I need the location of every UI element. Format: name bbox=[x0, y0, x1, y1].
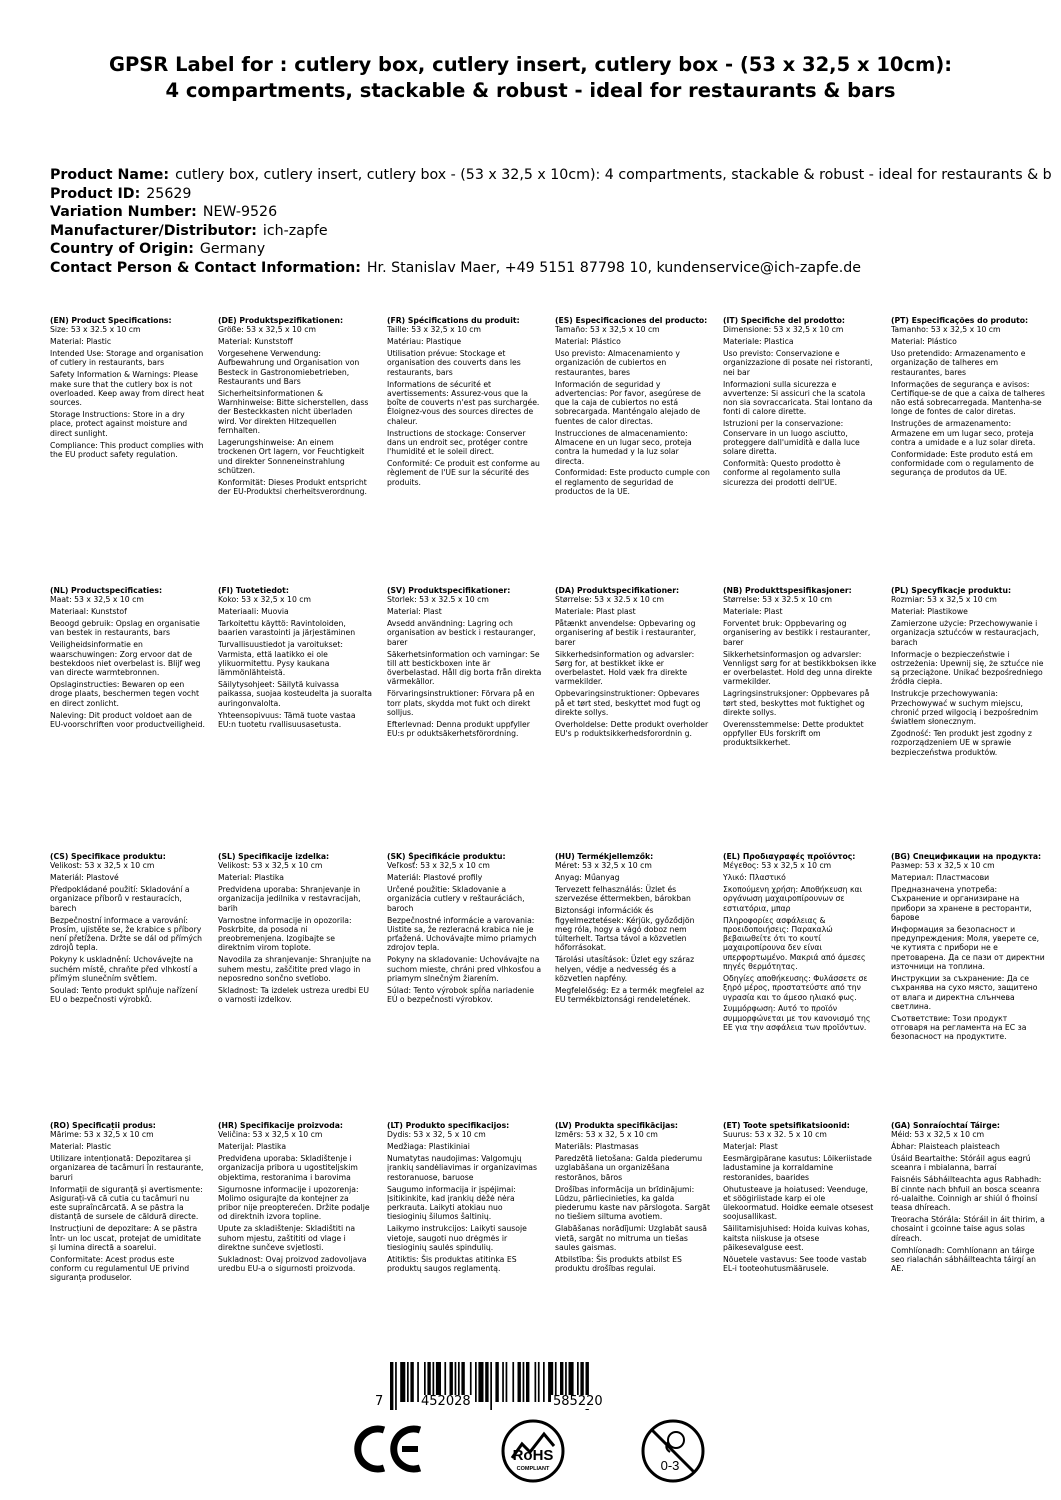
spec-paragraph: Atbilstība: Šis produkts atbilst ES produktu drošības regulai. bbox=[555, 1254, 682, 1274]
spec-paragraph: Maat: 53 x 32,5 x 10 cm bbox=[50, 595, 144, 605]
spec-heading: (ET) Toote spetsifikatsioonid: bbox=[723, 1121, 850, 1130]
spec-block-bg bbox=[891, 852, 1046, 1114]
spec-paragraph: Materiāls: Plastmasas bbox=[555, 1142, 639, 1152]
spec-paragraph: Utilizare intenționată: Depozitarea și organizarea de tacâmuri în restaurante, baruri bbox=[50, 1154, 204, 1182]
spec-paragraph: Tarkoitettu käyttö: Ravintoloiden, baarien varastointi ja järjestäminen bbox=[218, 619, 356, 638]
spec-heading: (FR) Spécifications du produit: bbox=[387, 316, 520, 325]
spec-paragraph: Informații de siguranță și avertismente: Asigurați-vă că cutia cu tacâmuri nu este supraîncărcată. A se păstra la distanță de sursele de căldură directe. bbox=[50, 1184, 203, 1222]
barcode-bar bbox=[526, 1362, 529, 1402]
spec-paragraph: Velikost: 53 x 32,5 x 10 cm bbox=[218, 861, 323, 871]
spec-block-ro bbox=[50, 1121, 205, 1346]
spec-heading: (DE) Produktspezifikationen: bbox=[218, 316, 344, 325]
barcode-bar bbox=[478, 1362, 483, 1402]
spec-paragraph: Materijal: Plastika bbox=[218, 1142, 287, 1152]
spec-block-cs bbox=[50, 852, 205, 1114]
spec-paragraph: Предназначена употреба: Съхранение и организиране на прибори за хранене в ресторанти, барове bbox=[891, 885, 1032, 922]
spec-paragraph: Informacje o bezpieczeństwie i ostrzeżenia: Upewnij się, że sztućce nie są przeciążone. Unikać bezpośredniego źródła ciepła. bbox=[891, 649, 1044, 687]
spec-paragraph: Glabāšanas norādījumi: Uzglabāt sausā vietā, sargāt no mitruma un tiešas saules gaismas. bbox=[555, 1224, 708, 1252]
spec-paragraph: Informations de sécurité et avertissements: Assurez-vous que la boîte de couverts n'est pas surchargée. Éloignez-vous des sources directes de chaleur. bbox=[387, 379, 540, 426]
spec-paragraph: Sikkerhetsinformasjon og advarsler: Vennligst sørg for at bestikkboksen ikke er overbelastet. Hold deg unna direkte varmekilder. bbox=[723, 649, 877, 687]
spec-block-sk bbox=[387, 852, 542, 1114]
spec-paragraph: Forventet bruk: Oppbevaring og organisering av bestikk i restauranter, barer bbox=[723, 619, 871, 647]
spec-block-sv bbox=[387, 586, 542, 848]
spec-paragraph: Safety Information & Warnings: Please make sure that the cutlery box is not overloaded. Keep away from direct heat sources. bbox=[50, 370, 205, 408]
spec-paragraph: Comhlíonadh: Comhlíonann an táirge seo rialachán sábháilteachta táirgí an AE. bbox=[891, 1245, 1036, 1274]
spec-heading: (LT) Produkto specifikacijos: bbox=[387, 1121, 510, 1130]
spec-paragraph: Materiał: Plastikowe bbox=[891, 607, 968, 617]
spec-paragraph: Utilisation prévue: Stockage et organisation des couverts dans les restaurants, bars bbox=[387, 349, 521, 377]
spec-heading: (HR) Specifikacije proizvoda: bbox=[218, 1121, 343, 1130]
manufacturer-row bbox=[50, 222, 1061, 241]
country-of-origin-label: Country of Origin: bbox=[50, 241, 194, 258]
contact-row bbox=[50, 259, 1061, 278]
spec-block-de bbox=[218, 316, 373, 578]
spec-paragraph: Saugumo informacija ir įspėjimai: Įsitikinkite, kad įrankių dėžė nėra perkrauta. Laikyti atokiau nuo tiesioginių šilumos šaltinių. bbox=[387, 1184, 516, 1222]
spec-paragraph: Material: Plástico bbox=[891, 337, 957, 347]
spec-paragraph: Sukladnost: Ovaj proizvod zadovoljava uredbu EU-a o sigurnosti proizvoda. bbox=[218, 1254, 367, 1274]
spec-paragraph: Materiale: Plast plast bbox=[555, 607, 636, 617]
spec-paragraph: Materjal: Plast bbox=[723, 1142, 778, 1152]
spec-block-en bbox=[50, 316, 205, 578]
ce-mark-icon bbox=[352, 1424, 424, 1478]
spec-paragraph: Ohutusteave ja hoiatused: Veenduge, et söögiriistade karp ei ole ülekoormatud. Hoidke eemale otsesest soojusallikast. bbox=[723, 1184, 874, 1222]
spec-heading: (PT) Especificações do produto: bbox=[891, 316, 1029, 325]
product-name-label: Product Name: bbox=[50, 167, 170, 183]
language-specifications-grid bbox=[50, 316, 1061, 1346]
spec-paragraph: Opslaginstructies: Bewaren op een droge plaats, beschermen tegen vocht en direct zonlicht. bbox=[50, 680, 200, 708]
spec-paragraph: Laikymo instrukcijos: Laikyti sausoje vietoje, saugoti nuo drėgmės ir tiesioginių saulės spindulių. bbox=[387, 1224, 527, 1252]
spec-paragraph: Pokyny k uskladnění: Uchovávejte na suchém místě, chraňte před vlhkostí a přímým slunečním světlem. bbox=[50, 955, 198, 983]
manufacturer-label: Manufacturer/Distributor: bbox=[50, 222, 257, 239]
spec-paragraph: Instrucciones de almacenamiento: Almacene en un lugar seco, proteja contra la humedad y la luz solar directa. bbox=[555, 428, 692, 466]
spec-heading: (CS) Specifikace produktu: bbox=[50, 852, 166, 861]
spec-paragraph: Conformità: Questo prodotto è conforme al regolamento sulla sicurezza dei prodotti dell'UE. bbox=[723, 459, 841, 487]
barcode-bar bbox=[475, 1362, 477, 1402]
product-id-label: Product ID: bbox=[50, 185, 141, 202]
spec-paragraph: Materiale: Plastica bbox=[723, 337, 794, 347]
spec-paragraph: Predvidena uporaba: Shranjevanje in organizacija jedilnika v restavracijah, barih bbox=[218, 885, 361, 913]
barcode-first-digit: 7 bbox=[375, 1394, 384, 1409]
spec-block-lt bbox=[387, 1121, 542, 1346]
spec-paragraph: Πληροφορίες ασφάλειας & προειδοποιήσεις: Παρακαλώ βεβαιωθείτε ότι το κουτί μαχαιροπίρουνα δεν είναι υπερφορτωμένο. Μακριά από άμεσες πηγές θερμότητας. bbox=[723, 915, 866, 972]
barcode-right-digits: 585220 bbox=[553, 1394, 603, 1409]
spec-paragraph: Avsedd användning: Lagring och organisation av bestick i restauranger, barer bbox=[387, 619, 536, 647]
spec-paragraph: Sigurnosne informacije i upozorenja: Molimo osigurajte da kontejner za pribor nije preopterećen. Držite podalje od direktnih izvora topline. bbox=[218, 1184, 370, 1222]
spec-paragraph: Efterlevnad: Denna produkt uppfyller EU:s pr oduktsäkerhetsförordning. bbox=[387, 719, 530, 739]
spec-paragraph: Soulad: Tento produkt splňuje nařízení EU o bezpečnosti výrobků. bbox=[50, 985, 198, 1005]
spec-block-hr bbox=[218, 1121, 373, 1346]
spec-block-lv bbox=[555, 1121, 710, 1346]
spec-paragraph: Størrelse: 53 x 32.5 x 10 cm bbox=[555, 595, 664, 605]
spec-paragraph: Säilytysohjeet: Säilytä kuivassa paikassa, suojaa kosteudelta ja suoralta auringonvalolta. bbox=[218, 680, 372, 708]
spec-heading: (LV) Produkta specifikācijas: bbox=[555, 1121, 678, 1130]
spec-paragraph: Informações de segurança e avisos: Certifique-se de que a caixa de talheres não está sobrecarregada. Mantenha-se longe de fontes de calor diretas. bbox=[891, 379, 1045, 417]
country-of-origin-row bbox=[50, 240, 1061, 259]
spec-heading: (HU) Termékjellemzők: bbox=[555, 852, 654, 861]
spec-paragraph: Varnostne informacije in opozorila: Poskrbite, da posoda ni preobremenjena. Izogibajte se direktnim virom toplote. bbox=[218, 915, 352, 953]
spec-paragraph: Biztonsági információk és figyelmeztetések: Kérjük, győződjön meg róla, hogy a vágó doboz nem túlterhelt. Tartsa távol a közvetlen hőforrásokat. bbox=[555, 906, 695, 953]
spec-paragraph: Инструкции за съхранение: Да се съхранява на сухо място, защитено от влага и директна слънчева светлина. bbox=[891, 973, 1038, 1011]
spec-heading: (IT) Specifiche del prodotto: bbox=[723, 316, 845, 325]
spec-paragraph: Yhteensopivuus: Tämä tuote vastaa EU:n tuotetu rvallisuusasetusta. bbox=[218, 710, 356, 729]
spec-block-nl bbox=[50, 586, 205, 848]
spec-heading: (ES) Especificaciones del producto: bbox=[555, 316, 708, 325]
barcode-bar bbox=[523, 1362, 525, 1402]
spec-paragraph: Treoracha Stórála: Stóráil in áit thirim, a chosaint i gcoinne taise agus solas díreach. bbox=[891, 1215, 1045, 1243]
product-id-value: 25629 bbox=[146, 185, 192, 202]
barcode-bar bbox=[400, 1362, 405, 1402]
spec-block-et bbox=[723, 1121, 878, 1346]
spec-paragraph: Uso previsto: Conservazione e organizzazione di posate nei ristoranti, nei bar bbox=[723, 349, 873, 377]
spec-block-fr bbox=[387, 316, 542, 578]
spec-paragraph: Konformität: Dieses Produkt entspricht der EU-Produktsi cherheitsverordnung. bbox=[218, 477, 367, 497]
spec-paragraph: Vorgesehene Verwendung: Aufbewahrung und Organisation von Besteck in Gastronomiebetrieben, Restaurants und Bars bbox=[218, 349, 360, 386]
barcode-bar bbox=[512, 1362, 514, 1402]
spec-paragraph: Material: Plástico bbox=[555, 337, 621, 347]
spec-paragraph: Storlek: 53 x 32.5 x 10 cm bbox=[387, 595, 489, 605]
spec-paragraph: Размер: 53 x 32,5 x 10 cm bbox=[891, 861, 995, 871]
spec-paragraph: Lagerungshinweise: An einem trockenen Ort lagern, vor Feuchtigkeit und direkter Sonneneinstrahlung schützen. bbox=[218, 437, 365, 475]
spec-paragraph: Dydis: 53 x 32, 5 x 10 cm bbox=[387, 1130, 486, 1140]
barcode-bar bbox=[538, 1362, 540, 1402]
spec-paragraph: Mărime: 53 x 32,5 x 10 cm bbox=[50, 1130, 154, 1140]
spec-paragraph: Compliance: This product complies with the EU product safety regulation. bbox=[50, 440, 204, 459]
variation-number-label: Variation Number: bbox=[50, 204, 197, 221]
spec-heading: (DA) Produktspecifikationer: bbox=[555, 586, 680, 595]
spec-paragraph: Förvaringsinstruktioner: Förvara på en torr plats, skydda mot fukt och direkt solljus. bbox=[387, 689, 535, 717]
spec-paragraph: Material: Plastic bbox=[50, 1142, 112, 1152]
spec-paragraph: Instructions de stockage: Conserver dans un endroit sec, protéger contre l'humidité et le soleil direct. bbox=[387, 428, 528, 457]
spec-block-el bbox=[723, 852, 878, 1114]
spec-block-da bbox=[555, 586, 710, 848]
spec-paragraph: Veiligheidsinformatie en waarschuwingen: Zorg ervoor dat de bestekdoos niet overbelast is. Blijf weg van directe warmtebronnen. bbox=[50, 640, 201, 678]
spec-block-nb bbox=[723, 586, 878, 848]
spec-paragraph: Anyag: Műanyag bbox=[555, 873, 620, 883]
spec-heading: (NB) Produkttspesifikasjoner: bbox=[723, 586, 852, 595]
spec-paragraph: Size: 53 x 32.5 x 10 cm bbox=[50, 325, 141, 335]
spec-paragraph: Velikost: 53 x 32,5 x 10 cm bbox=[50, 861, 155, 871]
spec-paragraph: Información de seguridad y advertencias: Por favor, asegúrese de que la caja de cubiertos no está sobrecargada. Manténgalo alejado de fuentes de calor directas. bbox=[555, 379, 701, 426]
spec-paragraph: Určené použitie: Skladovanie a organizácia cutlery v reštauráciách, baroch bbox=[387, 885, 525, 913]
spec-paragraph: Materiál: Plastové profily bbox=[387, 873, 483, 883]
spec-paragraph: Koko: 53 x 32,5 x 10 cm bbox=[218, 595, 311, 605]
spec-paragraph: Conformidade: Este produto está em conformidade com o regulamento de segurança de produtos da UE. bbox=[891, 449, 1034, 478]
spec-paragraph: Υλικό: Πλαστικό bbox=[723, 873, 786, 883]
rohs-compliant-text: COMPLIANT bbox=[516, 1466, 550, 1472]
spec-paragraph: Materiaal: Kunststof bbox=[50, 607, 127, 617]
spec-paragraph: Storage Instructions: Store in a dry place, protect against moisture and direct sunlight. bbox=[50, 410, 188, 438]
spec-paragraph: Upute za skladištenje: Skladištiti na suhom mjestu, zaštititi od vlage i direktne sunčeve svjetlosti. bbox=[218, 1224, 356, 1252]
spec-paragraph: Materiál: Plastové bbox=[50, 873, 119, 883]
spec-paragraph: Faisnéis Sábháilteachta agus Rabhadh: Bí cinnte nach bhfuil an bosca sceanra ró-ualaithe. Coinnigh ar shiúl ó fhoinsí teasa dhíreach. bbox=[891, 1175, 1042, 1213]
spec-paragraph: Veľkosť: 53 x 32,5 x 10 cm bbox=[387, 861, 490, 871]
spec-paragraph: Bezpečnostní informace a varování: Prosím, ujistěte se, že krabice s příbory není přetížena. Držte se dál od přímých zdrojů tepla. bbox=[50, 915, 203, 953]
product-name-row bbox=[50, 166, 1061, 185]
age-warning-text: 0-3 bbox=[660, 1458, 680, 1473]
spec-paragraph: Conformidad: Este producto cumple con el reglamento de seguridad de productos de la UE. bbox=[555, 468, 710, 497]
spec-paragraph: Säilitamisjuhised: Hoida kuivas kohas, kaitsta niiskuse ja otsese päikesevalguse eest. bbox=[723, 1224, 870, 1252]
barcode-bar bbox=[543, 1362, 545, 1402]
spec-paragraph: Sicherheitsinformationen & Warnhinweise: Bitte sicherstellen, dass der Besteckkasten nicht überladen wird. Vor direkten Hitzequellen fernhalten. bbox=[218, 388, 369, 436]
spec-paragraph: Pokyny na skladovanie: Uchovávajte na suchom mieste, chráni pred vlhkosťou a priamym slnečným žiarením. bbox=[387, 955, 542, 983]
spec-paragraph: Naleving: Dit product voldoet aan de EU-voorschriften voor productveiligheid. bbox=[50, 710, 205, 729]
spec-paragraph: Turvallisuustiedot ja varoitukset: Varmista, että laatikko ei ole ylikuormitettu. Pysy kaukana lämmönlähteistä. bbox=[218, 640, 343, 678]
spec-paragraph: Beoogd gebruik: Opslag en organisatie van bestek in restaurants, bars bbox=[50, 619, 200, 638]
spec-paragraph: Μέγεθος: 53 x 32,5 x 10 cm bbox=[723, 861, 832, 871]
spec-heading: (RO) Specificații produs: bbox=[50, 1121, 156, 1130]
spec-paragraph: Izmērs: 53 x 32, 5 x 10 cm bbox=[555, 1130, 658, 1140]
spec-paragraph: Tamaño: 53 x 32,5 x 10 cm bbox=[555, 325, 660, 335]
spec-paragraph: Påtænkt anvendelse: Opbevaring og organisering af bestik i restauranter, barer bbox=[555, 619, 697, 647]
spec-paragraph: Informazioni sulla sicurezza e avvertenze: Si assicuri che la scatola non sia sovraccaricata. Stai lontano da fonti di calore dirette. bbox=[723, 379, 873, 417]
barcode-bar bbox=[495, 1362, 498, 1402]
spec-paragraph: Úsáid Beartaithe: Stóráil agus eagrú sceanra i mbialanna, barraí bbox=[891, 1154, 1031, 1173]
spec-paragraph: Overensstemmelse: Dette produktet oppfyller EUs forskrift om produktsikkerhet. bbox=[723, 719, 864, 748]
spec-paragraph: Méret: 53 x 32,5 x 10 cm bbox=[555, 861, 652, 871]
spec-paragraph: Drošības informācija un brīdinājumi: Lūdzu, pārliecinieties, ka galda piederumu kaste nav pārslogota. Sargāt no tiešiem siltuma avotiem. bbox=[555, 1184, 710, 1222]
contact-value: Hr. Stanislav Maer, +49 5151 87798 10, kundenservice@ich-zapfe.de bbox=[366, 259, 861, 276]
spec-paragraph: Opbevaringsinstruktioner: Opbevares på et tørt sted, beskyttet mod fugt og direkte sollys. bbox=[555, 689, 701, 717]
barcode-bar bbox=[410, 1362, 413, 1402]
spec-paragraph: Predviđena uporaba: Skladištenje i organizacija pribora u ugostiteljskim objektima, restoranima i barovima bbox=[218, 1154, 358, 1182]
spec-paragraph: Suurus: 53 x 32. 5 x 10 cm bbox=[723, 1130, 827, 1140]
spec-paragraph: Skladnost: Ta izdelek ustreza uredbi EU o varnosti izdelkov. bbox=[218, 985, 370, 1005]
manufacturer-value: ich-zapfe bbox=[262, 222, 328, 239]
spec-paragraph: Paredzētā lietošana: Galda piederumu uzglabāšana un organizēšana restorānos, bāros bbox=[555, 1154, 703, 1182]
spec-block-it bbox=[723, 316, 878, 578]
spec-heading: (EN) Product Specifications: bbox=[50, 316, 172, 325]
spec-paragraph: Material: Plast bbox=[387, 607, 442, 617]
spec-paragraph: Material: Plastika bbox=[218, 873, 284, 883]
spec-block-pt bbox=[891, 316, 1046, 578]
spec-heading: (PL) Specyfikacje produktu: bbox=[891, 586, 1012, 595]
spec-paragraph: Instruções de armazenamento: Armazene em um lugar seco, proteja contra a umidade e a luz solar direta. bbox=[891, 419, 1036, 447]
spec-paragraph: Material: Kunststoff bbox=[218, 337, 293, 347]
barcode-bar bbox=[390, 1362, 393, 1410]
spec-heading: (GA) Sonraíochtaí Táirge: bbox=[891, 1121, 1001, 1130]
spec-paragraph: Lagringsinstruksjoner: Oppbevares på tørt sted, beskyttes mot fuktighet og direkte sollys. bbox=[723, 689, 870, 717]
spec-block-sl bbox=[218, 852, 373, 1114]
spec-paragraph: Instrucțiuni de depozitare: A se păstra într- un loc uscat, protejat de umiditate și lumina directă a soarelui. bbox=[50, 1224, 201, 1252]
barcode-bar bbox=[407, 1362, 409, 1402]
spec-block-ga bbox=[891, 1121, 1046, 1346]
spec-paragraph: Materiale: Plast bbox=[723, 607, 783, 617]
contact-label: Contact Person & Contact Information: bbox=[50, 259, 361, 276]
spec-paragraph: Ábhar: Plaisteach plaisteach bbox=[891, 1142, 1000, 1152]
spec-heading: (SV) Produktspecifikationer: bbox=[387, 586, 511, 595]
spec-heading: (FI) Tuotetiedot: bbox=[218, 586, 289, 595]
country-of-origin-value: Germany bbox=[199, 241, 266, 258]
spec-paragraph: Material: Plastic bbox=[50, 337, 112, 347]
spec-paragraph: Sikkerhedsinformation og advarsler: Sørg for, at bestikket ikke er overbelastet. Hold væk fra direkte varmekilder. bbox=[555, 649, 695, 687]
spec-paragraph: Súlad: Tento výrobok spĺňa nariadenie EÚ o bezpečnosti výrobkov. bbox=[387, 985, 534, 1005]
spec-paragraph: Tervezett felhasználás: Üzlet és szervezése éttermekben, bárokban bbox=[555, 885, 691, 904]
not-suitable-under-3-icon bbox=[640, 1418, 706, 1488]
spec-paragraph: Материал: Пластмасови bbox=[891, 873, 990, 883]
spec-block-fi bbox=[218, 586, 373, 848]
spec-paragraph: Conformité: Ce produit est conforme au règlement de l'UE sur la sécurité des produits. bbox=[387, 459, 540, 487]
barcode-bar bbox=[502, 1362, 504, 1402]
spec-block-hu bbox=[555, 852, 710, 1114]
spec-paragraph: Předpokládané použití: Skladování a organizace příborů v restauracích, barech bbox=[50, 885, 190, 913]
barcode-bar bbox=[485, 1362, 488, 1402]
spec-paragraph: Conformitate: Acest produs este conform cu regulamentul UE privind siguranța produselor. bbox=[50, 1254, 190, 1283]
spec-paragraph: Συμμόρφωση: Αυτό το προϊόν συμμορφώνεται με τον κανονισμό της ΕΕ για την ασφάλεια των προϊόντων. bbox=[723, 1004, 871, 1033]
spec-heading: (SK) Špecifikácie produktu: bbox=[387, 852, 506, 861]
spec-paragraph: Taille: 53 x 32,5 x 10 cm bbox=[387, 325, 482, 335]
spec-paragraph: Matériau: Plastique bbox=[387, 337, 462, 347]
product-id-row bbox=[50, 185, 1061, 204]
spec-paragraph: Съответствие: Този продукт отговаря на регламента на ЕС за безопасност на продуктите. bbox=[891, 1013, 1027, 1042]
product-info bbox=[50, 166, 1061, 278]
barcode-bar bbox=[535, 1362, 537, 1402]
spec-paragraph: Overholdelse: Dette produkt overholder EU's p roduktsikkerhedsforordnin g. bbox=[555, 719, 709, 739]
spec-paragraph: Navodila za shranjevanje: Shranjujte na suhem mestu, zaščitite pred vlago in neposredno sončno svetlobo. bbox=[218, 955, 372, 983]
spec-paragraph: Информация за безопасност и предупреждения: Моля, уверете се, че кутията с прибори не е претоварена. Да се пази от директни източници на топлина. bbox=[891, 924, 1045, 972]
barcode-bar bbox=[506, 1362, 508, 1402]
spec-paragraph: Dimensione: 53 x 32,5 x 10 cm bbox=[723, 325, 844, 335]
spec-block-pl bbox=[891, 586, 1046, 848]
spec-paragraph: Tamanho: 53 x 32,5 x 10 cm bbox=[891, 325, 1001, 335]
spec-paragraph: Οδηγίες αποθήκευσης: Φυλάσσετε σε ξηρό μέρος, προστατεύστε από την υγρασία και το άμεσο ηλιακό φως. bbox=[723, 973, 868, 1002]
spec-heading: (NL) Productspecificaties: bbox=[50, 586, 163, 595]
rohs-text: RoHS bbox=[512, 1447, 554, 1464]
spec-block-es bbox=[555, 316, 710, 578]
spec-paragraph: Uso pretendido: Armazenamento e organização de talheres em restaurantes, bares bbox=[891, 349, 1026, 377]
spec-paragraph: Nõuetele vastavus: See toode vastab EL-i tooteohutusmäärusele. bbox=[723, 1254, 867, 1274]
barcode-left-digits: 452028 bbox=[421, 1394, 471, 1409]
spec-paragraph: Megfelelőség: Ez a termék megfelel az EU termékbiztonsági rendeletének. bbox=[555, 985, 705, 1005]
spec-paragraph: Materiaali: Muovia bbox=[218, 607, 289, 617]
barcode-bar bbox=[490, 1362, 492, 1410]
spec-paragraph: Intended Use: Storage and organisation of cutlery in restaurants, bars bbox=[50, 349, 204, 368]
spec-paragraph: Rozmiar: 53 x 32,5 x 10 cm bbox=[891, 595, 997, 605]
spec-paragraph: Bezpečnostné informácie a varovania: Uistite sa, že rezleracná krabica nie je prťažená. Uchovávajte mimo priamych zdrojov tepla. bbox=[387, 915, 537, 953]
barcode-bar bbox=[518, 1362, 521, 1402]
variation-number-row bbox=[50, 203, 1061, 222]
spec-paragraph: Veličina: 53 x 32,5 x 10 cm bbox=[218, 1130, 323, 1140]
spec-paragraph: Méid: 53 x 32,5 x 10 cm bbox=[891, 1130, 985, 1140]
spec-paragraph: Größe: 53 x 32,5 x 10 cm bbox=[218, 325, 316, 335]
spec-paragraph: Uso previsto: Almacenamiento y organización de cubiertos en restaurantes, bares bbox=[555, 349, 680, 377]
spec-paragraph: Størrelse: 53 x 32.5 x 10 cm bbox=[723, 595, 832, 605]
spec-paragraph: Σκοπούμενη χρήση: Αποθήκευση και οργάνωση μαχαιροπίρουνων σε εστιατόρια, μπαρ bbox=[723, 885, 863, 913]
rohs-compliant-icon bbox=[500, 1418, 566, 1488]
product-name-value: cutlery box, cutlery insert, cutlery box - (53 x 32,5 x 10cm): 4 compartments, stackable & robust - ideal for restaurants & b bbox=[175, 167, 1052, 183]
spec-heading: (BG) Спецификации на продукта: bbox=[891, 852, 1042, 861]
spec-paragraph: Zamierzone użycie: Przechowywanie i organizacja sztućców w restauracjach, barach bbox=[891, 619, 1039, 647]
spec-paragraph: Istruzioni per la conservazione: Conservare in un luogo asciutto, proteggere dall'umidità e dalla luce solare diretta. bbox=[723, 419, 860, 457]
spec-paragraph: Tárolási utasítások: Üzlet egy száraz helyen, védje a nedvesség és a közvetlen napfény. bbox=[555, 955, 695, 983]
spec-paragraph: Medžiaga: Plastikiniai bbox=[387, 1142, 470, 1152]
spec-paragraph: Eesmärgipärane kasutus: Lõikeriistade ladustamine ja korraldamine restoranides, baarides bbox=[723, 1154, 872, 1182]
spec-paragraph: Numatytas naudojimas: Valgomųjų įrankių sandėliavimas ir organizavimas restoranuose, baruose bbox=[387, 1154, 537, 1182]
spec-heading: (SL) Specifikacije izdelka: bbox=[218, 852, 330, 861]
variation-number-value: NEW-9526 bbox=[202, 204, 278, 221]
page-title: GPSR Label for : cutlery box, cutlery insert, cutlery box - (53 x 32,5 x 10cm): 4 compartments, stackable & robust - ideal for restaurants & bars bbox=[108, 53, 953, 102]
spec-paragraph: Instrukcje przechowywania: Przechowywać w suchym miejscu, chronić przed wilgocią i bezpośrednim światłem słonecznym. bbox=[891, 689, 1039, 727]
barcode-bar bbox=[395, 1362, 397, 1410]
spec-heading: (EL) Προδιαγραφές προϊόντος: bbox=[723, 852, 856, 861]
spec-paragraph: Säkerhetsinformation och varningar: Se till att bestickboxen inte är överbelastad. Håll dig borta från direkta värmekällor. bbox=[387, 649, 542, 687]
spec-paragraph: Atitiktis: Šis produktas atitinka ES produktų saugos reglamentą. bbox=[387, 1254, 517, 1274]
spec-paragraph: Zgodność: Ten produkt jest zgodny z rozporządzeniem UE w sprawie bezpieczeństwa produktów. bbox=[891, 729, 1032, 757]
